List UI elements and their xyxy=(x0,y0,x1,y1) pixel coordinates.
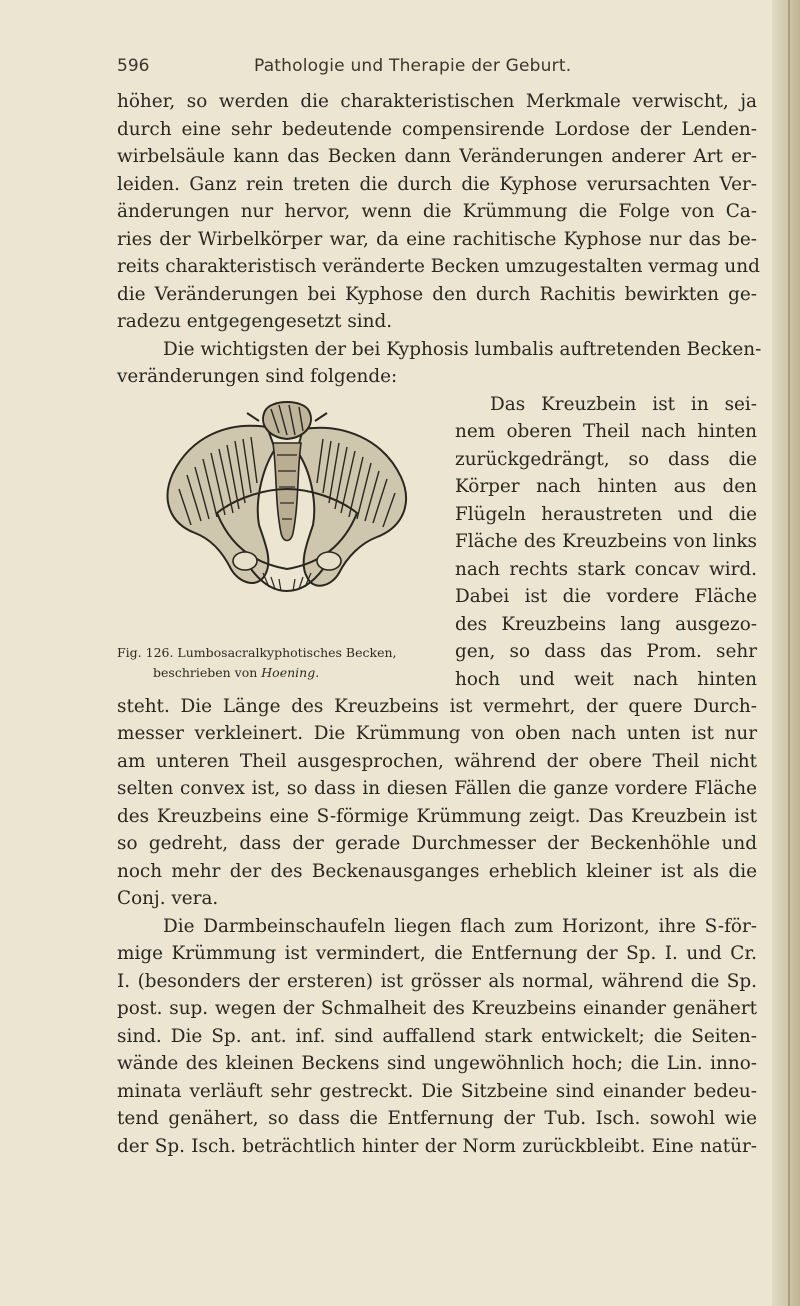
text-line: Das Kreuzbein ist in sei- xyxy=(490,393,757,415)
page-number: 596 xyxy=(117,56,150,76)
text-line: tend genähert, so dass die Entfernung der Tub. Isch. sowohl wie xyxy=(117,1108,757,1129)
text-line: Die Darmbeinschaufeln liegen flach zum Horizont, ihre S-för- xyxy=(163,915,757,937)
text-line: die Veränderungen bei Kyphose den durch Rachitis bewirkten ge- xyxy=(117,283,757,305)
text-line: I. (besonders der ersteren) ist grösser als normal, während die Sp. xyxy=(117,970,757,992)
text-line: steht. Die Länge des Kreuzbeins ist vermehrt, der quere Durch- xyxy=(117,695,757,717)
text-line: ries der Wirbelkörper war, da eine rachitische Kyphose nur das be- xyxy=(117,228,757,250)
text-line: messer verkleinert. Die Krümmung von oben nach unten ist nur xyxy=(117,723,757,744)
text-line: mige Krümmung ist vermindert, die Entfernung der Sp. I. und Cr. xyxy=(117,943,757,964)
page-edge xyxy=(772,0,800,1306)
text-line: minata verläuft sehr gestreckt. Die Sitzbeine sind einander bedeu- xyxy=(117,1080,757,1102)
paragraph-3 xyxy=(117,693,757,913)
side-column-text xyxy=(455,391,757,694)
caption-line xyxy=(117,663,453,683)
figure-block xyxy=(117,391,757,693)
caption-author: Hoening. xyxy=(261,664,320,680)
text-line: gen, so dass das Prom. sehr xyxy=(455,641,757,662)
text-line: selten convex ist, so dass in diesen Fällen die ganze vordere Fläche xyxy=(117,778,757,799)
text-line: höher, so werden die charakteristischen Merkmale verwischt, ja xyxy=(117,91,757,112)
text-line: radezu entgegengesetzt sind. xyxy=(117,311,393,332)
text-line: nach rechts stark concav wird. xyxy=(455,558,757,580)
figure xyxy=(117,391,453,693)
text-line: durch eine sehr bedeutende compensirende Lordose der Lenden- xyxy=(117,118,757,140)
text-line: des Kreuzbeins lang ausgezo- xyxy=(455,613,757,635)
text-line: hoch und weit nach hinten xyxy=(455,668,757,690)
text-line: Flügeln heraustreten und die xyxy=(455,503,757,525)
figure-caption xyxy=(117,643,453,683)
text-line: änderungen nur hervor, wenn die Krümmung die Folge von Ca- xyxy=(117,201,757,222)
running-head: Pathologie und Therapie der Geburt. xyxy=(254,56,572,76)
text-line: Fläche des Kreuzbeins von links xyxy=(455,531,757,552)
text-line: Conj. vera. xyxy=(117,888,219,909)
paragraph-4 xyxy=(117,913,757,1161)
text-line: der Sp. Isch. beträchtlich hinter der Norm zurückbleibt. Eine natür- xyxy=(117,1135,757,1157)
text-line: Die wichtigsten der bei Kyphosis lumbalis auftretenden Becken- xyxy=(163,338,762,360)
body-text xyxy=(117,88,762,1160)
page-edge-shadow xyxy=(788,0,790,1306)
text-line: Körper nach hinten aus den xyxy=(455,476,757,497)
paragraph-2 xyxy=(117,336,762,391)
text-line: sind. Die Sp. ant. inf. sind auffallend stark entwickelt; die Seiten- xyxy=(117,1025,757,1047)
text-line: zurückgedrängt, so dass die xyxy=(455,448,757,470)
caption-line: Fig. 126. Lumbosacralkyphotisches Becken, xyxy=(117,644,397,660)
page-header xyxy=(117,56,757,82)
text-line: leiden. Ganz rein treten die durch die Kyphose verursachten Ver- xyxy=(117,173,757,195)
text-line: wirbelsäule kann das Becken dann Veränderungen anderer Art er- xyxy=(117,146,757,167)
text-line: veränderungen sind folgende: xyxy=(117,366,398,387)
text-line: am unteren Theil ausgesprochen, während der obere Theil nicht xyxy=(117,750,757,772)
text-line: post. sup. wegen der Schmalheit des Kreuzbeins einander genähert xyxy=(117,998,757,1019)
paragraph-1 xyxy=(117,88,760,336)
text-line: wände des kleinen Beckens sind ungewöhnlich hoch; die Lin. inno- xyxy=(117,1053,757,1074)
text-line: des Kreuzbeins eine S-förmige Krümmung zeigt. Das Kreuzbein ist xyxy=(117,805,757,827)
caption-prefix: beschrieben von xyxy=(153,664,262,680)
text-line: Dabei ist die vordere Fläche xyxy=(455,586,757,607)
text-line: noch mehr der des Beckenausganges erheblich kleiner ist als die xyxy=(117,860,757,882)
text-line: reits charakteristisch veränderte Becken umzugestalten vermag und xyxy=(117,256,760,277)
text-line: so gedreht, dass der gerade Durchmesser der Beckenhöhle und xyxy=(117,833,757,854)
text-line: nem oberen Theil nach hinten xyxy=(455,421,757,442)
pelvis-illustration-icon xyxy=(147,393,427,623)
